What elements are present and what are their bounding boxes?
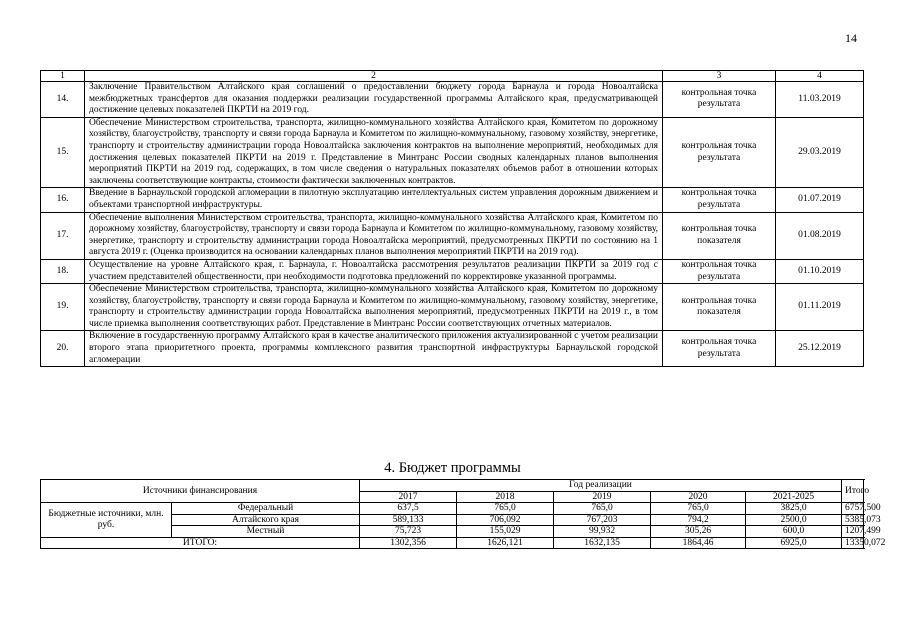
row-description: Введение в Барнаульской городской агломерации в пилотную эксплуатацию интеллектуальных систем управления дорожным движением и объектами транспортной инфраструктуры. <box>85 188 663 212</box>
row-type: контрольная точка результата <box>663 259 776 283</box>
budget-cell: 2500,0 <box>746 514 842 526</box>
budget-total-cell: 1864,46 <box>651 537 746 549</box>
table-row <box>41 188 864 212</box>
years-header: Год реализации <box>360 480 842 492</box>
budget-row-label: Местный <box>172 526 360 538</box>
header-cell: 2 <box>85 71 663 82</box>
row-description: Обеспечение Министерством строительства, транспорта, жилищно-коммунального хозяйства Алтайского края, Комитетом по дорожному хозяйству, благоустройству, транспорту и связи города Барнаула и Комитетом по жилищно-коммунальному, газовому хозяйству, энергетике, транспорту и строительству администрации города Новоалтайска заключения контрактов на выполнение мероприятий, необходимых для достижения целевых показателей ПКРТИ на 2019 г. Представление в Минтранс России сводных календарных планов выполнения мероприятий ПКРТИ на 2019 год, содержащих, в том числе сведения о натуральных показателях объемов работ в отношении которых заключены соответствующие контракты, стоимости фактически заключенных контрактов. <box>85 117 663 188</box>
row-type: контрольная точка результата <box>663 82 776 118</box>
row-date: 01.08.2019 <box>776 212 864 259</box>
row-date: 11.03.2019 <box>776 82 864 118</box>
row-date: 29.03.2019 <box>776 117 864 188</box>
header-cell: 4 <box>776 71 864 82</box>
budget-cell: 765,0 <box>651 503 746 515</box>
row-number: 19. <box>41 284 85 331</box>
row-number: 20. <box>41 331 85 367</box>
budget-cell: 155,029 <box>457 526 554 538</box>
row-number: 18. <box>41 259 85 283</box>
budget-row-label: Алтайского края <box>172 514 360 526</box>
row-type: контрольная точка результата <box>663 331 776 367</box>
row-number: 14. <box>41 82 85 118</box>
budget-row-total: 6757,500 <box>842 503 864 515</box>
budget-total-cell: 1626,121 <box>457 537 554 549</box>
row-description: Осуществление на уровне Алтайского края, г. Барнаула, г. Новоалтайска рассмотрения результатов реализации ПКРТИ за 2019 год с участием представителей общественности, при необходимости подготовка предложений по корректировке указанной программы. <box>85 259 663 283</box>
row-number: 17. <box>41 212 85 259</box>
budget-row-total: 1207,499 <box>842 526 864 538</box>
year-header: 2017 <box>360 491 457 503</box>
budget-cell: 99,932 <box>554 526 651 538</box>
row-description: Заключение Правительством Алтайского края соглашений о предоставлении бюджету города Барнаула и города Новоалтайска межбюджетных трансфертов для оказания поддержки реализации государственной программы Алтайского края, предусматривающей достижение целевых показателей ПКРТИ на 2019 год. <box>85 82 663 118</box>
table-row <box>41 82 864 118</box>
year-header: 2019 <box>554 491 651 503</box>
milestones-table <box>40 70 864 367</box>
row-description: Обеспечение Министерством строительства, транспорта, жилищно-коммунального хозяйства Алтайского края, Комитетом по дорожному хозяйству, благоустройству, транспорту и связи города Барнаула и Комитетом по жилищно-коммунальному, газовому хозяйству, энергетике, транспорту и строительству администрации города Новоалтайска выполнения мероприятий, предусмотренных ПКРТИ на 2019 г., в том числе приемка выполнения соответствующих работ. Представление в Минтранс России соответствующих отчетных материалов. <box>85 284 663 331</box>
page-number: 14 <box>845 31 857 45</box>
budget-total-cell: 1632,135 <box>554 537 651 549</box>
budget-cell: 3825,0 <box>746 503 842 515</box>
row-type: контрольная точка результата <box>663 188 776 212</box>
table-header-row <box>41 71 864 82</box>
budget-cell: 706,092 <box>457 514 554 526</box>
total-header: Итого <box>842 480 864 503</box>
budget-grand-total: 13350,072 <box>842 537 864 549</box>
table-row <box>41 284 864 331</box>
budget-group-label: Бюджетные источники, млн. руб. <box>41 503 172 538</box>
sources-header: Источники финансирования <box>41 480 360 503</box>
table-row <box>41 212 864 259</box>
budget-cell: 589,133 <box>360 514 457 526</box>
budget-cell: 305,26 <box>651 526 746 538</box>
budget-cell: 600,0 <box>746 526 842 538</box>
budget-cell: 765,0 <box>554 503 651 515</box>
row-description: Включение в государственную программу Алтайского края в качестве аналитического приложения актуализированной с учетом реализации второго этапа приоритетного проекта, программы комплексного развития транспортной инфраструктуры Барнаульской городской агломерации <box>85 331 663 367</box>
header-cell: 3 <box>663 71 776 82</box>
row-number: 16. <box>41 188 85 212</box>
table-row <box>41 259 864 283</box>
budget-total-cell: 6925,0 <box>746 537 842 549</box>
budget-section-title: 4. Бюджет программы <box>384 460 521 476</box>
budget-row <box>41 503 864 515</box>
budget-cell: 765,0 <box>457 503 554 515</box>
budget-cell: 637,5 <box>360 503 457 515</box>
row-date: 25.12.2019 <box>776 331 864 367</box>
year-header: 2021-2025 <box>746 491 842 503</box>
year-header: 2020 <box>651 491 746 503</box>
budget-cell: 767,203 <box>554 514 651 526</box>
row-type: контрольная точка показателя <box>663 284 776 331</box>
row-number: 15. <box>41 117 85 188</box>
row-type: контрольная точка показателя <box>663 212 776 259</box>
table-row <box>41 331 864 367</box>
table-row <box>41 117 864 188</box>
budget-row-total: 5385,073 <box>842 514 864 526</box>
budget-total-row <box>41 537 864 549</box>
header-cell: 1 <box>41 71 85 82</box>
budget-total-cell: 1302,356 <box>360 537 457 549</box>
row-date: 01.07.2019 <box>776 188 864 212</box>
row-description: Обеспечение выполнения Министерством строительства, транспорта, жилищно-коммунального хозяйства Алтайского края, Комитетом по дорожному хозяйству, благоустройству, транспорту и связи города Барнаула и Комитетом по жилищно-коммунальному, газовому хозяйству, энергетике, транспорту и строительству администрации города Новоалтайска мероприятий, предусмотренных ПКРТИ по состоянию на 1 августа 2019 г. (Оценка производится на основании календарных планов выполнения мероприятий ПКРТИ на 2019 год). <box>85 212 663 259</box>
budget-header-row <box>41 480 864 492</box>
row-date: 01.10.2019 <box>776 259 864 283</box>
budget-cell: 794,2 <box>651 514 746 526</box>
budget-cell: 75,723 <box>360 526 457 538</box>
budget-total-label: ИТОГО: <box>41 537 360 549</box>
budget-row-label: Федеральный <box>172 503 360 515</box>
row-date: 01.11.2019 <box>776 284 864 331</box>
year-header: 2018 <box>457 491 554 503</box>
row-type: контрольная точка результата <box>663 117 776 188</box>
budget-table <box>40 479 886 549</box>
